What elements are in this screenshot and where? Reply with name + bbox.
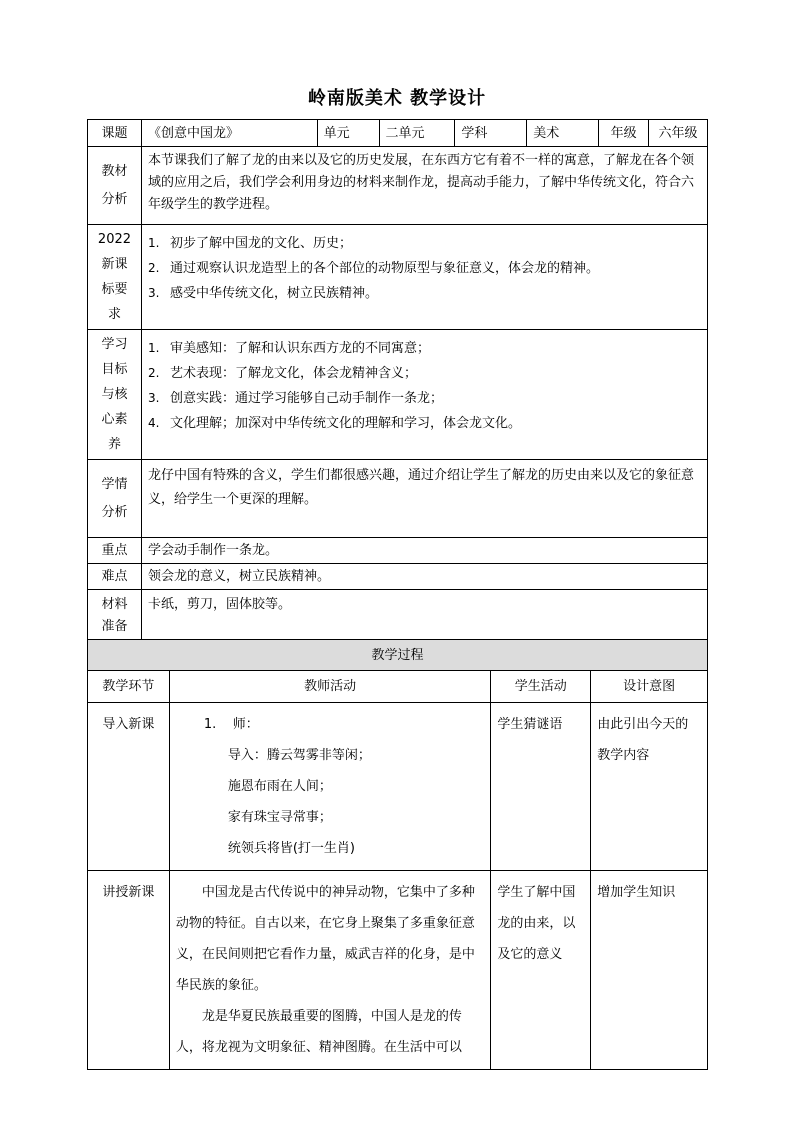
teacher-line: 导入：腾云驾雾非等闲； [227, 748, 371, 763]
unit-value: 二单元 [379, 120, 455, 147]
design-intent-cell: 由此引出今天的教学内容 [591, 703, 708, 871]
standards-list [141, 225, 707, 330]
student-activity-cell: 学生了解中国龙的由来，以及它的意义 [491, 871, 591, 1070]
difficulty-label: 难点 [88, 564, 142, 590]
teacher-line: 施恩布雨在人间； [227, 779, 332, 794]
stage-cell: 讲授新课 [88, 871, 170, 1070]
objectives-label: 学习 目标 与核 心素 养 [88, 330, 142, 460]
topic-label: 课题 [88, 120, 142, 147]
material-analysis-label: 教材 分析 [88, 147, 142, 225]
teacher-paragraph: 龙是华夏民族最重要的图腾，中国人是龙的传人，将龙视为文明象征、精神图腾。在生活中可以 [175, 1009, 462, 1055]
column-header-intent: 设计意图 [591, 671, 708, 703]
process-heading: 教学过程 [88, 640, 708, 671]
lesson-info-table [87, 119, 708, 642]
unit-label: 单元 [317, 120, 379, 147]
list-item: 1. 初步了解中国龙的文化、历史； [147, 236, 352, 251]
material-analysis-text: 本节课我们了解了龙的由来以及它的历史发展，在东西方它有着不一样的寓意，了解龙在各个领域的应用之后，我们学会利用身边的材料来制作龙，提高动手能力，了解中华传统文化，符合六年级学生的教学进程。 [141, 147, 707, 225]
list-item: 3. 感受中华传统文化，树立民族精神。 [147, 286, 378, 301]
teaching-process-table [87, 639, 708, 1070]
design-intent-cell: 增加学生知识 [591, 871, 708, 1070]
column-header-student: 学生活动 [491, 671, 591, 703]
list-item: 2. 通过观察认识龙造型上的各个部位的动物原型与象征意义，体会龙的精神。 [147, 261, 599, 276]
difficulty-text: 领会龙的意义，树立民族精神。 [141, 564, 707, 590]
column-header-teacher: 教师活动 [169, 671, 490, 703]
teacher-activity-cell [169, 871, 490, 1070]
subject-label: 学科 [455, 120, 527, 147]
materials-label: 材料 准备 [88, 590, 142, 642]
column-header-stage: 教学环节 [88, 671, 170, 703]
learner-analysis-text: 龙仔中国有特殊的含义，学生们都很感兴趣，通过介绍让学生了解龙的历史由来以及它的象征意义，给学生一个更深的理解。 [141, 460, 707, 538]
teacher-paragraph: 中国龙是古代传说中的神异动物，它集中了多种动物的特征。自古以来，在它身上聚集了多重象征意义，在民间则把它看作力量，威武吉祥的化身，是中华民族的象征。 [175, 885, 475, 993]
teacher-line: 家有珠宝寻常事； [227, 810, 332, 825]
table-row [88, 871, 708, 1070]
teacher-line: 统领兵将皆(打一生肖) [227, 841, 356, 856]
standards-label: 2022 新课 标要 求 [88, 225, 142, 330]
key-point-text: 学会动手制作一条龙。 [141, 538, 707, 564]
grade-label: 年级 [599, 120, 649, 147]
list-item: 1. 审美感知：了解和认识东西方龙的不同寓意； [147, 341, 430, 356]
list-item: 2. 艺术表现：了解龙文化，体会龙精神含义； [147, 366, 417, 381]
topic-value: 《创意中国龙》 [141, 120, 317, 147]
grade-value: 六年级 [649, 120, 708, 147]
table-row [88, 703, 708, 871]
document-title: 岭南版美术 教学设计 [307, 88, 487, 109]
subject-value: 美术 [527, 120, 599, 147]
materials-text: 卡纸，剪刀，固体胶等。 [141, 590, 707, 642]
student-activity-cell: 学生猜谜语 [491, 703, 591, 871]
list-item: 3. 创意实践：通过学习能够自己动手制作一条龙； [147, 391, 443, 406]
learner-analysis-label: 学情 分析 [88, 460, 142, 538]
stage-cell: 导入新课 [88, 703, 170, 871]
objectives-list [141, 330, 707, 460]
list-item: 4. 文化理解；加深对中华传统文化的理解和学习，体会龙文化。 [147, 416, 521, 431]
key-point-label: 重点 [88, 538, 142, 564]
teacher-activity-cell: 1. 师： 导入：腾云驾雾非等闲； 施恩布雨在人间； 家有珠宝寻常事； 统领兵将皆(打一生肖) [169, 703, 490, 871]
